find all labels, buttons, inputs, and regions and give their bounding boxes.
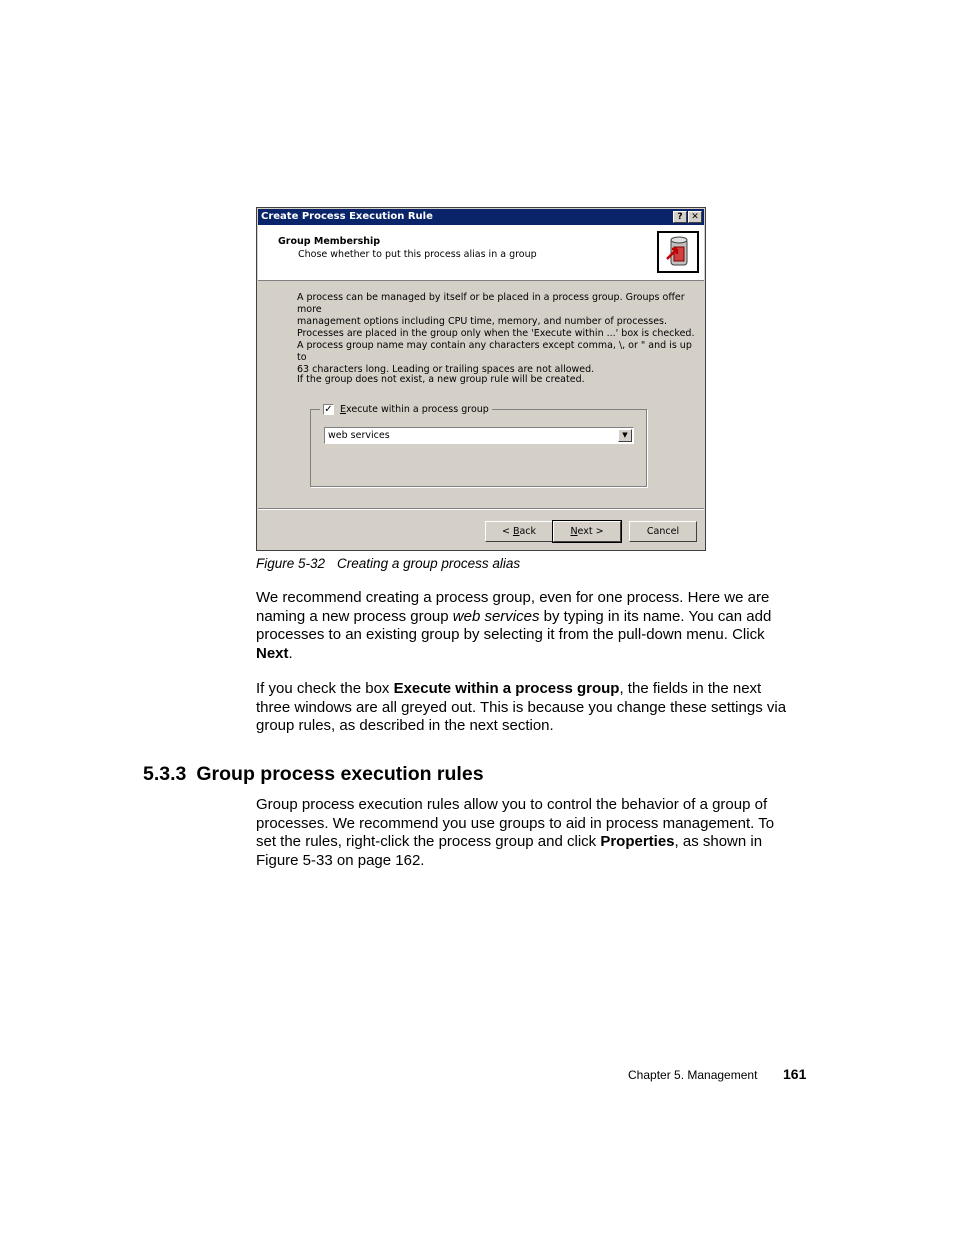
bold-text: Next <box>256 644 289 662</box>
help-button[interactable]: ? <box>673 211 687 223</box>
group-membership-groupbox <box>310 409 647 487</box>
text-line: group rules, as described in the next section. <box>256 717 554 735</box>
section-number: 5.3.3 <box>143 763 187 785</box>
text-line: We recommend creating a process group, even for one process. Here we are <box>256 589 770 606</box>
checkbox-label-text: xecute within a process group <box>346 404 489 415</box>
accelerator-key: N <box>570 526 578 537</box>
text-span: , the fields in the next <box>619 680 762 697</box>
paragraph-1 <box>256 589 816 663</box>
text-span: naming a new process group <box>256 607 453 625</box>
paragraph-2 <box>256 680 816 736</box>
page-number: 161 <box>783 1066 807 1082</box>
info-paragraph-3: If the group does not exist, a new group rule will be created. <box>297 374 585 385</box>
bold-text: Properties <box>600 833 675 851</box>
text-span: If you check the box <box>256 680 394 697</box>
info-line: management options including CPU time, memory, and number of processes. <box>297 316 668 327</box>
accelerator-key: E <box>340 404 347 415</box>
dropdown-arrow-icon[interactable]: ▼ <box>618 429 632 442</box>
checkbox-label <box>340 404 489 415</box>
figure-caption <box>256 556 520 571</box>
text-span: by typing in its name. You can add <box>539 607 772 625</box>
emphasis-text: web services <box>452 607 540 625</box>
figure-number: Figure 5-32 <box>256 556 326 571</box>
create-process-execution-rule-dialog <box>256 207 706 551</box>
figure-caption-text: Creating a group process alias <box>337 556 521 571</box>
info-paragraph-1 <box>297 292 697 340</box>
process-group-icon <box>657 231 699 273</box>
execute-within-group-checkbox[interactable]: ✓ <box>324 404 333 415</box>
info-line: A process can be managed by itself or be placed in a process group. Groups offer more <box>297 292 685 315</box>
text-line: processes to an existing group by selecting it from the pull-down menu. Click <box>256 626 765 644</box>
bold-text: Execute within a process group <box>393 680 620 697</box>
combobox-value: web services <box>328 430 390 441</box>
footer-chapter: Chapter 5. Management <box>628 1068 758 1082</box>
dialog-title: Create Process Execution Rule <box>261 211 433 222</box>
button-separator <box>258 508 704 510</box>
back-button[interactable] <box>485 521 553 542</box>
process-group-combobox[interactable] <box>324 427 634 444</box>
info-line: 63 characters long. Leading or trailing spaces are not allowed. <box>297 364 595 375</box>
cancel-button[interactable]: Cancel <box>629 521 697 542</box>
paragraph-3 <box>256 796 816 870</box>
dialog-titlebar <box>258 209 704 225</box>
text-span: . <box>288 644 293 662</box>
info-paragraph-2 <box>297 340 697 376</box>
header-title: Group Membership <box>278 236 381 247</box>
text-line <box>256 680 816 699</box>
info-line: Processes are placed in the group only when the 'Execute within ...' box is checked. <box>297 328 695 339</box>
text-line <box>256 645 816 664</box>
accelerator-key: B <box>512 526 520 537</box>
next-label: ext > <box>577 526 604 537</box>
text-line <box>256 833 816 852</box>
text-line <box>256 608 816 627</box>
section-title: Group process execution rules <box>196 763 484 785</box>
text-line: Figure 5-33 on page 162. <box>256 851 425 869</box>
text-span: , as shown in <box>674 833 763 851</box>
info-line: A process group name may contain any characters except comma, \, or " and is up to <box>297 340 692 363</box>
text-span: set the rules, right-click the process group and click <box>256 833 601 851</box>
execute-within-group-checkbox-row[interactable] <box>320 404 492 415</box>
dialog-header <box>258 225 704 281</box>
next-button[interactable] <box>553 521 621 542</box>
text-line: processes. We recommend you use groups to aid in process management. To <box>256 814 775 832</box>
section-heading <box>143 763 484 786</box>
back-prefix: < <box>501 526 513 537</box>
text-line: Group process execution rules allow you to control the behavior of a group of <box>256 796 768 813</box>
text-line: three windows are all greyed out. This is because you change these settings via <box>256 698 787 716</box>
close-button[interactable]: ✕ <box>688 211 702 223</box>
back-label: ack <box>519 526 537 537</box>
header-subtitle: Chose whether to put this process alias in a group <box>298 249 537 260</box>
